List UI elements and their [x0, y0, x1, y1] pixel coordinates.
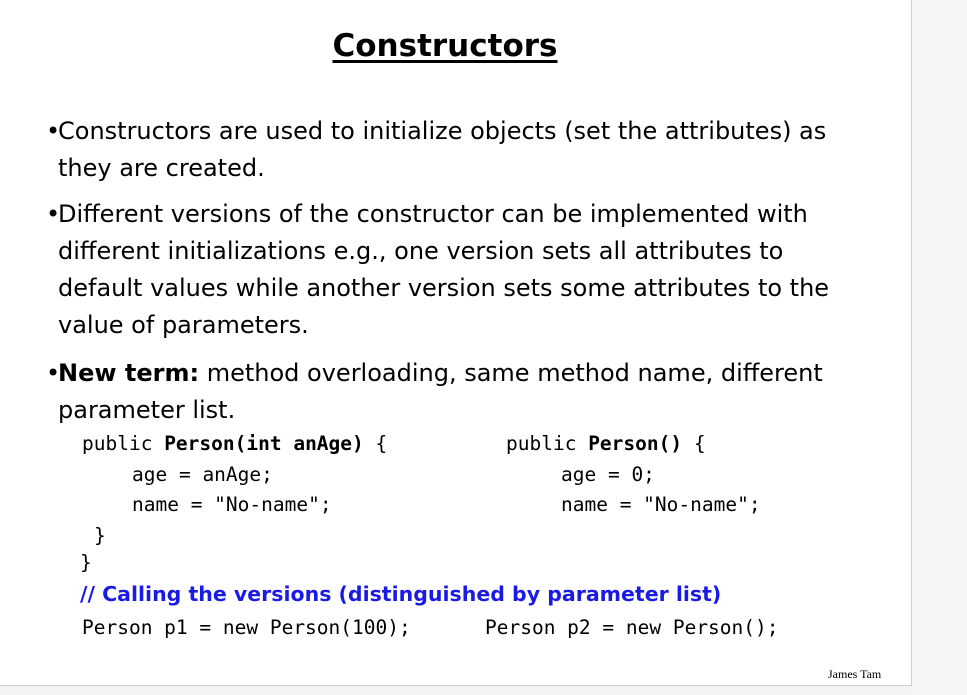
code-keyword: public [82, 432, 165, 455]
bullet-rest: method overloading, same method name, different parameter list. [58, 359, 823, 424]
code-line: name = "No-name"; [561, 493, 761, 516]
bullet-marker: • [46, 200, 61, 228]
code-line [506, 429, 706, 460]
bullet-text [46, 355, 866, 429]
bullet-item [46, 196, 866, 344]
bullet-text: Different versions of the constructor can be implemented with different initializations e.g., one version sets all attributes to default values while another version sets some attributes to the value of parameters. [58, 200, 830, 339]
bullet-item [46, 113, 866, 187]
bullet-marker: • [46, 117, 61, 145]
code-call-p1: Person p1 = new Person(100); [82, 616, 411, 639]
bullet-text: Constructors are used to initialize objects (set the attributes) as they are created. [58, 117, 827, 182]
bullet-item [46, 355, 866, 429]
code-call-p2: Person p2 = new Person(); [485, 616, 779, 639]
code-keyword: public [506, 432, 589, 455]
code-signature: Person(int anAge) [164, 432, 364, 455]
code-line [82, 429, 387, 460]
code-line: age = anAge; [132, 463, 273, 486]
slide-footer-author: James Tam [828, 667, 882, 681]
code-line: } [80, 551, 92, 574]
code-brace: { [363, 432, 388, 455]
slide-title: Constructors [332, 28, 558, 64]
window-gutter [912, 0, 967, 695]
code-line: } [94, 524, 106, 547]
code-brace: { [682, 432, 706, 455]
code-comment: // Calling the versions (distinguished by parameter list) [80, 582, 722, 606]
code-signature: Person() [588, 432, 683, 455]
code-line: name = "No-name"; [132, 493, 332, 516]
bullet-bold-term: New term: [58, 359, 200, 387]
bullet-marker: • [46, 359, 61, 387]
code-line: age = 0; [561, 463, 655, 486]
